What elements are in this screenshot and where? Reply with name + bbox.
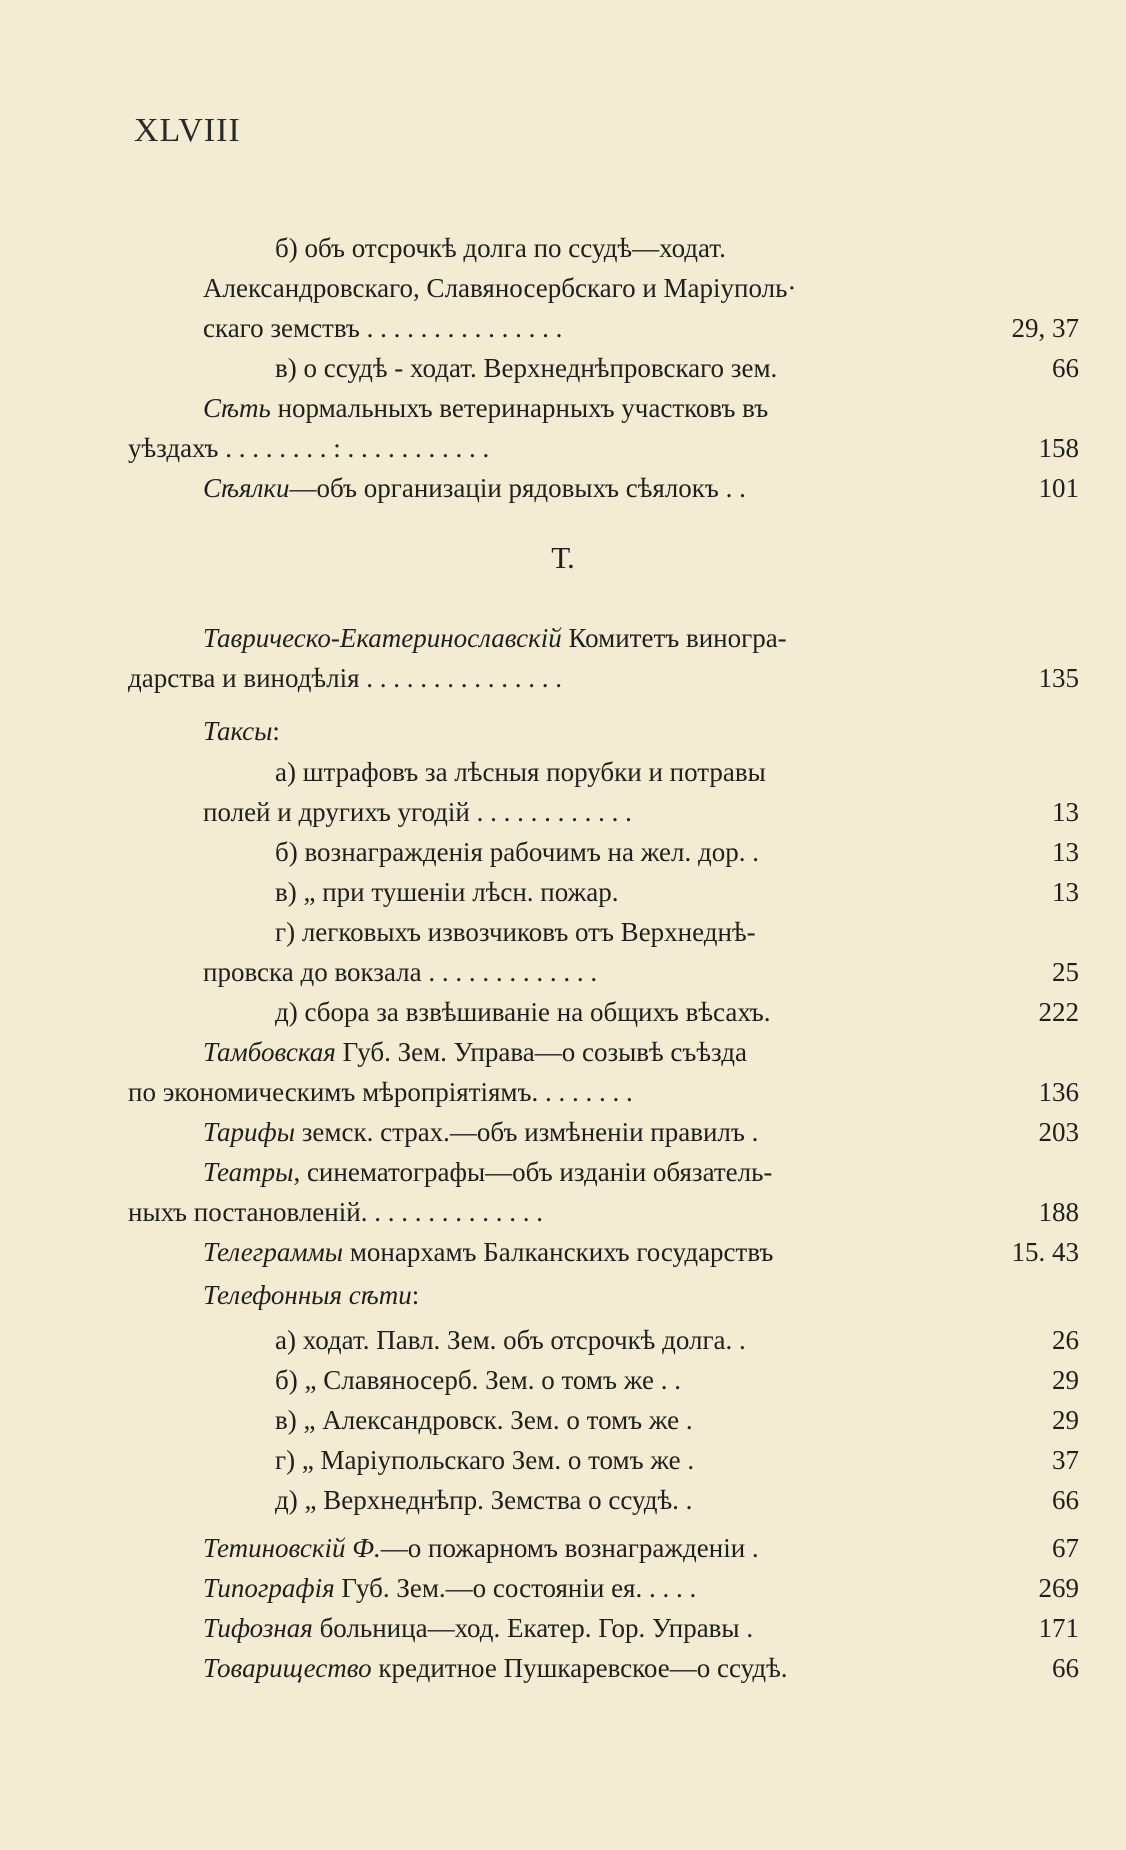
index-line [0, 348, 1126, 388]
index-line [0, 1528, 1126, 1568]
entry-description: а) штрафовъ за лѣсныя порубки и потравы [275, 757, 766, 787]
page-reference: 136 [1038, 1077, 1079, 1107]
entry-text [275, 1360, 681, 1400]
entry-description: в) о ссудѣ - ходат. Верхнеднѣпровскаго зем. [275, 353, 778, 383]
entry-text [275, 832, 759, 872]
entry-description: б) „ Славяносерб. Зем. о томъ же . . [275, 1365, 682, 1395]
entry-keyword: Телефонныя сѣти [203, 1280, 412, 1310]
index-line [0, 1152, 1126, 1192]
entry-description: уѣздахъ . . . . . . . . : . . . . . . . . . . . [128, 433, 490, 463]
index-line [0, 228, 1126, 268]
entry-description: в) „ Александровск. Зем. о томъ же . [275, 1405, 693, 1435]
entry-text [203, 388, 768, 428]
entry-description: : [272, 716, 280, 746]
page-reference: 66 [1052, 1485, 1079, 1515]
entry-text [275, 228, 726, 268]
entry-text [203, 792, 632, 832]
page-reference: 66 [1052, 1653, 1079, 1683]
page-reference: 29 [1052, 1405, 1079, 1435]
index-line [0, 1648, 1126, 1688]
page-folio: XLVIII [134, 112, 241, 149]
index-line [0, 1480, 1126, 1520]
page-reference: 29 [1052, 1365, 1079, 1395]
entry-description: д) „ Верхнеднѣпр. Земства о ссудѣ. . [275, 1485, 693, 1515]
entry-description: провска до вокзала . . . . . . . . . . . . . [203, 957, 598, 987]
entry-text [203, 268, 796, 308]
index-line [0, 1400, 1126, 1440]
entry-keyword: Театры [203, 1157, 294, 1187]
index-line [0, 1232, 1126, 1272]
entry-text [203, 308, 562, 348]
index-line [0, 618, 1126, 658]
entry-description: б) вознагражденія рабочимъ на жел. дор. . [275, 837, 759, 867]
page-reference: 101 [1038, 473, 1079, 503]
entry-text [275, 992, 771, 1032]
entry-description: земск. страх.—объ измѣненіи правилъ . [295, 1117, 759, 1147]
entry-keyword: Телеграммы [203, 1237, 344, 1267]
entry-text [128, 1192, 543, 1232]
index-line [0, 792, 1126, 832]
entry-keyword: Таврическо-Екатеринославскій [203, 623, 562, 653]
entry-keyword: Тамбовская [203, 1037, 336, 1067]
entry-description: ныхъ постановленій. . . . . . . . . . . . . . [128, 1197, 543, 1227]
entry-description: по экономическимъ мѣропріятіямъ. . . . . . . . [128, 1077, 633, 1107]
page-reference: 13 [1052, 797, 1079, 827]
index-line [0, 952, 1126, 992]
entry-keyword: Типографія [203, 1573, 335, 1603]
index-line [0, 872, 1126, 912]
entry-text [275, 1320, 746, 1360]
entry-text [203, 1275, 419, 1315]
entry-description: в) „ при тушеніи лѣсн. пожар. [275, 877, 619, 907]
entry-description: а) ходат. Павл. Зем. объ отсрочкѣ долга. . [275, 1325, 746, 1355]
index-line [0, 1608, 1126, 1648]
entry-description: —объ организаціи рядовыхъ сѣялокъ . . [289, 473, 746, 503]
index-line [0, 658, 1126, 698]
entry-text [275, 752, 766, 792]
entry-keyword: Тетиновскій Ф. [203, 1533, 381, 1563]
entry-text [203, 952, 597, 992]
entry-description: больница—ход. Екатер. Гор. Управы . [312, 1613, 754, 1643]
entry-description: б) объ отсрочкѣ долга по ссудѣ—ходат. [275, 233, 726, 263]
entry-description: г) легковыхъ извозчиковъ отъ Верхнеднѣ- [275, 917, 756, 947]
entry-text [128, 428, 489, 468]
index-line [0, 388, 1126, 428]
index-line [0, 268, 1126, 308]
page-reference: 25 [1052, 957, 1079, 987]
entry-text [275, 1480, 692, 1520]
index-line [0, 1032, 1126, 1072]
index-line [0, 711, 1126, 751]
index-line [0, 992, 1126, 1032]
entry-description: , синематографы—объ изданіи обязатель- [293, 1157, 773, 1187]
entry-text [203, 1032, 747, 1072]
entry-keyword: Сѣялки [203, 473, 290, 503]
entry-description: дарства и винодѣлія . . . . . . . . . . . . . . . [128, 663, 562, 693]
index-line [0, 1360, 1126, 1400]
page-reference: 67 [1052, 1533, 1079, 1563]
entry-keyword: Тифозная [203, 1613, 313, 1643]
entry-text [203, 1112, 758, 1152]
entry-description: д) сбора за взвѣшиваніе на общихъ вѣсахъ. [275, 997, 771, 1027]
index-line [0, 1440, 1126, 1480]
entry-keyword: Товарищество [203, 1653, 372, 1683]
entry-description: г) „ Маріупольскаго Зем. о томъ же . [275, 1445, 695, 1475]
index-line [0, 1568, 1126, 1608]
page-reference: 171 [1038, 1613, 1079, 1643]
entry-description: Губ. Зем. Управа—о созывѣ съѣзда [335, 1037, 747, 1067]
entry-description: полей и другихъ угодій . . . . . . . . . . . . [203, 797, 632, 827]
entry-text [203, 1232, 773, 1272]
index-line [0, 428, 1126, 468]
entry-text [203, 468, 746, 508]
page-reference: 222 [1038, 997, 1079, 1027]
page-reference: 203 [1038, 1117, 1079, 1147]
index-line [0, 1275, 1126, 1315]
entry-text [203, 1608, 753, 1648]
page-reference: 66 [1052, 353, 1079, 383]
page-reference: 188 [1038, 1197, 1079, 1227]
entry-keyword: Сѣть [203, 393, 271, 423]
entry-description: —о пожарномъ вознагражденіи . [380, 1533, 759, 1563]
index-line [0, 752, 1126, 792]
entry-text [203, 1152, 772, 1192]
index-line [0, 1192, 1126, 1232]
index-line [0, 468, 1126, 508]
entry-text [275, 1440, 694, 1480]
entry-text [275, 872, 618, 912]
entry-text [203, 618, 787, 658]
entry-text [128, 658, 562, 698]
section-letter: Т. [551, 540, 575, 575]
page-reference: 135 [1038, 663, 1079, 693]
entry-text [275, 912, 756, 952]
index-line [0, 1072, 1126, 1112]
page-reference: 158 [1038, 433, 1079, 463]
entry-text [275, 1400, 693, 1440]
index-line [0, 1320, 1126, 1360]
entry-keyword: Тарифы [203, 1117, 295, 1147]
page-reference: 269 [1038, 1573, 1079, 1603]
entry-text [128, 1072, 633, 1112]
entry-description: монархамъ Балканскихъ государствъ [343, 1237, 774, 1267]
index-line [0, 912, 1126, 952]
page-reference: 13 [1052, 877, 1079, 907]
entry-text [203, 1528, 759, 1568]
page-reference: 37 [1052, 1445, 1079, 1475]
entry-text [203, 711, 280, 751]
entry-description: кредитное Пушкаревское—о ссудѣ. [371, 1653, 788, 1683]
entry-description: скаго земствъ . . . . . . . . . . . . . . . [203, 313, 563, 343]
entry-description: Губ. Зем.—о состояніи ея. . . . . [334, 1573, 697, 1603]
index-line [0, 308, 1126, 348]
entry-description: : [411, 1280, 420, 1310]
entry-keyword: Таксы [203, 716, 273, 746]
entry-text [203, 1648, 788, 1688]
entry-description: нормальныхъ ветеринарныхъ участковъ въ [270, 393, 769, 423]
page-reference: 15. 43 [1011, 1237, 1079, 1267]
index-line [0, 1112, 1126, 1152]
entry-text [203, 1568, 696, 1608]
entry-text [275, 348, 777, 388]
page-reference: 26 [1052, 1325, 1079, 1355]
entry-description: Комитетъ виногра- [561, 623, 787, 653]
entry-description: Александровскаго, Славяносербскаго и Маріуполь· [203, 273, 797, 303]
page-reference: 29, 37 [1011, 313, 1079, 343]
page-reference: 13 [1052, 837, 1079, 867]
index-line [0, 832, 1126, 872]
